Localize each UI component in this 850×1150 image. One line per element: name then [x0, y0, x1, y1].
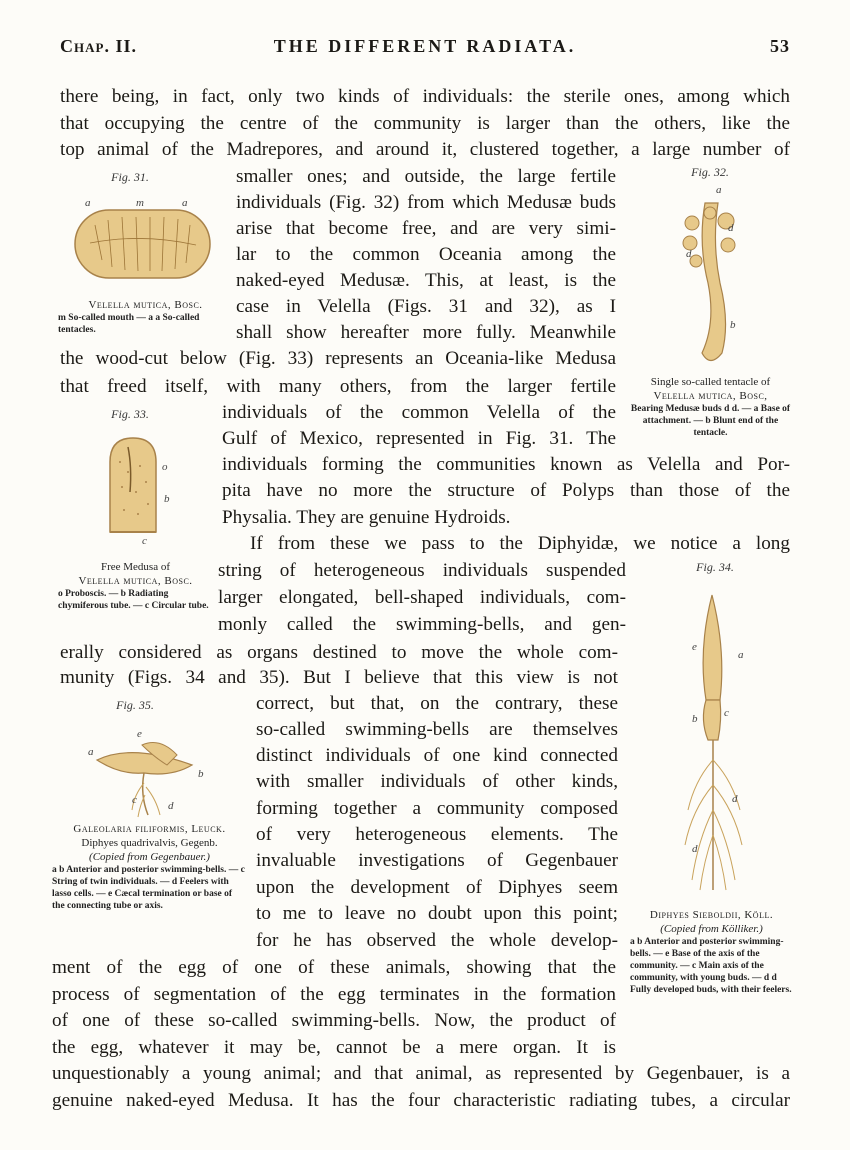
- fig35-letter-a: a: [88, 746, 94, 758]
- text-line: munity (Figs. 34 and 35). But I believe that this view is not: [60, 667, 618, 688]
- text-line: individuals (Fig. 32) from which Medusæ buds: [236, 192, 616, 213]
- fig35-letter-c: c: [132, 794, 137, 806]
- fig35-caption-title: Galeolaria filiformis, Leuck.: [73, 823, 226, 835]
- fig33-caption-title: Free Medusa of: [100, 561, 171, 573]
- fig31-letter-m: m: [136, 197, 144, 209]
- fig31-caption-title: Velella mutica, Bosc.: [88, 299, 203, 311]
- fig34-caption-source: (Copied from Kölliker.): [660, 923, 763, 935]
- fig35-caption-title2: Diphyes quadrivalvis, Gegenb.: [81, 837, 218, 849]
- text-line: Gulf of Mexico, represented in Fig. 31. The: [222, 428, 616, 449]
- text-line: for he has observed the whole develop-: [256, 930, 618, 951]
- text-line: naked-eyed Medusæ. This, at least, is the: [236, 270, 616, 291]
- text-line: that freed itself, with many others, from the larger fertile: [60, 376, 616, 397]
- fig34-caption-detail: a b Anterior and posterior swimming-bells. — e Base of the axis of the community. — c Main axis of the community, with young buds. — d d Fully developed buds, with their feelers.: [630, 937, 792, 995]
- fig32-letter-d: d: [728, 222, 734, 234]
- fig31-letter-a2: a: [182, 197, 188, 209]
- fig31-caption-detail: m So-called mouth — a a So-called tentacles.: [58, 313, 200, 335]
- text-line: upon the development of Diphyes seem: [256, 877, 618, 898]
- fig34-label: Fig. 34.: [696, 560, 734, 574]
- velella-tentacle-illustration: [670, 183, 760, 373]
- text-line: that occupying the centre of the community is larger than the others, like the: [60, 113, 790, 134]
- velella-colony-illustration: [70, 195, 215, 285]
- text-line: of one of these so-called swimming-bells. Now, the product of: [52, 1010, 616, 1031]
- text-line: smaller ones; and outside, the large fertile: [236, 166, 616, 187]
- fig35-caption-detail: a b Anterior and posterior swimming-bells. — c String of twin individuals. — d Feelers with lasso cells. — e Cæcal termination or base of the connecting tube or axis.: [52, 865, 245, 911]
- fig35-caption-source: (Copied from Gegenbauer.): [89, 851, 210, 863]
- text-line: unquestionably a young animal; and that animal, as represented by Gegenbauer, is a: [52, 1063, 790, 1084]
- text-line: shall show hereafter more fully. Meanwhile: [236, 322, 616, 343]
- fig32-letter-a: a: [716, 184, 722, 196]
- fig33-caption-detail: o Proboscis. — b Radiating chymiferous tube. — c Circular tube.: [58, 589, 209, 611]
- text-line: top animal of the Madrepores, and around it, clustered together, a large number of: [60, 139, 790, 160]
- diphyes-sieboldii-illustration: [670, 590, 770, 900]
- galeolaria-illustration: [82, 725, 212, 820]
- fig34-letter-d: d: [732, 793, 738, 805]
- fig32-caption-detail: Bearing Medusæ buds d d. — a Base of attachment. — b Blunt end of the tentacle.: [630, 404, 791, 438]
- fig32-caption: [628, 375, 793, 439]
- fig33-letter-c: c: [142, 535, 147, 547]
- text-line: larger elongated, bell-shaped individuals, com-: [218, 587, 626, 608]
- fig32-letter-b: b: [730, 319, 736, 331]
- text-line: invaluable investigations of Gegenbauer: [256, 850, 618, 871]
- text-line: pita have no more the structure of Polyps than those of the: [222, 480, 790, 501]
- fig34-letter-a: a: [738, 649, 744, 661]
- fig34-caption: [630, 908, 793, 996]
- text-line: so-called swimming-bells are themselves: [256, 719, 618, 740]
- chapter-label: Chap. II.: [60, 36, 137, 56]
- text-line: to me to leave no doubt upon this point;: [256, 903, 618, 924]
- fig33-label: Fig. 33.: [111, 407, 149, 421]
- text-line: of very heterogeneous elements. The: [256, 824, 618, 845]
- text-line: string of heterogeneous individuals suspended: [218, 560, 626, 581]
- text-line: monly called the swimming-bells, and gen-: [218, 614, 626, 635]
- text-line: forming together a community composed: [256, 798, 618, 819]
- fig33-caption: [58, 560, 213, 612]
- fig34-letter-d2: d: [692, 843, 698, 855]
- text-line: process of segmentation of the egg terminates in the formation: [52, 984, 616, 1005]
- text-line: genuine naked-eyed Medusa. It has the four characteristic radiating tubes, a circular: [52, 1090, 790, 1111]
- fig32-caption-title: Single so-called tentacle of: [650, 376, 771, 388]
- fig33-letter-o: o: [162, 461, 168, 473]
- fig31-letter-a: a: [85, 197, 91, 209]
- fig34-letter-c: c: [724, 707, 729, 719]
- fig31-label: Fig. 31.: [111, 170, 149, 184]
- fig35-letter-d: d: [168, 800, 174, 812]
- fig34-letter-e: e: [692, 641, 697, 653]
- text-line: If from these we pass to the Diphyidæ, we notice a long: [250, 533, 790, 554]
- text-line: lar to the common Oceania among the: [236, 244, 616, 265]
- fig34-caption-title: Diphyes Sieboldii, Köll.: [649, 909, 774, 921]
- fig32-label: Fig. 32.: [691, 165, 729, 179]
- fig32-caption-title2: Velella mutica, Bosc,: [653, 390, 768, 402]
- fig33-letter-b: b: [164, 493, 170, 505]
- text-line: distinct individuals of one kind connected: [256, 745, 618, 766]
- text-line: case in Velella (Figs. 31 and 32), as I: [236, 296, 616, 317]
- text-line: ment of the egg of one of these animals, showing that the: [52, 957, 616, 978]
- fig35-letter-b: b: [198, 768, 204, 780]
- text-line: arise that become free, and are very simi-: [236, 218, 616, 239]
- text-line: there being, in fact, only two kinds of individuals: the sterile ones, among which: [60, 86, 790, 107]
- fig35-label: Fig. 35.: [116, 698, 154, 712]
- fig35-letter-e: e: [137, 728, 142, 740]
- text-line: Physalia. They are genuine Hydroids.: [222, 507, 511, 528]
- fig31-caption: [58, 298, 233, 336]
- text-line: the wood-cut below (Fig. 33) represents an Oceania-like Medusa: [60, 348, 616, 369]
- text-line: erally considered as organs destined to move the whole com-: [60, 642, 618, 663]
- text-line: with smaller individuals of other kinds,: [256, 771, 618, 792]
- free-medusa-illustration: [98, 432, 183, 547]
- text-line: the egg, whatever it may be, cannot be a mere organ. It is: [52, 1037, 616, 1058]
- fig35-caption: [52, 822, 247, 912]
- fig33-caption-title2: Velella mutica, Bosc.: [78, 575, 193, 587]
- text-line: individuals of the common Velella of the: [222, 402, 616, 423]
- fig34-letter-b: b: [692, 713, 698, 725]
- text-line: correct, but that, on the contrary, these: [256, 693, 618, 714]
- page-number: 53: [770, 36, 790, 56]
- text-line: individuals forming the communities known as Velella and Por-: [222, 454, 790, 475]
- running-title: THE DIFFERENT RADIATA.: [273, 36, 577, 56]
- fig32-letter-d2: d: [686, 248, 692, 260]
